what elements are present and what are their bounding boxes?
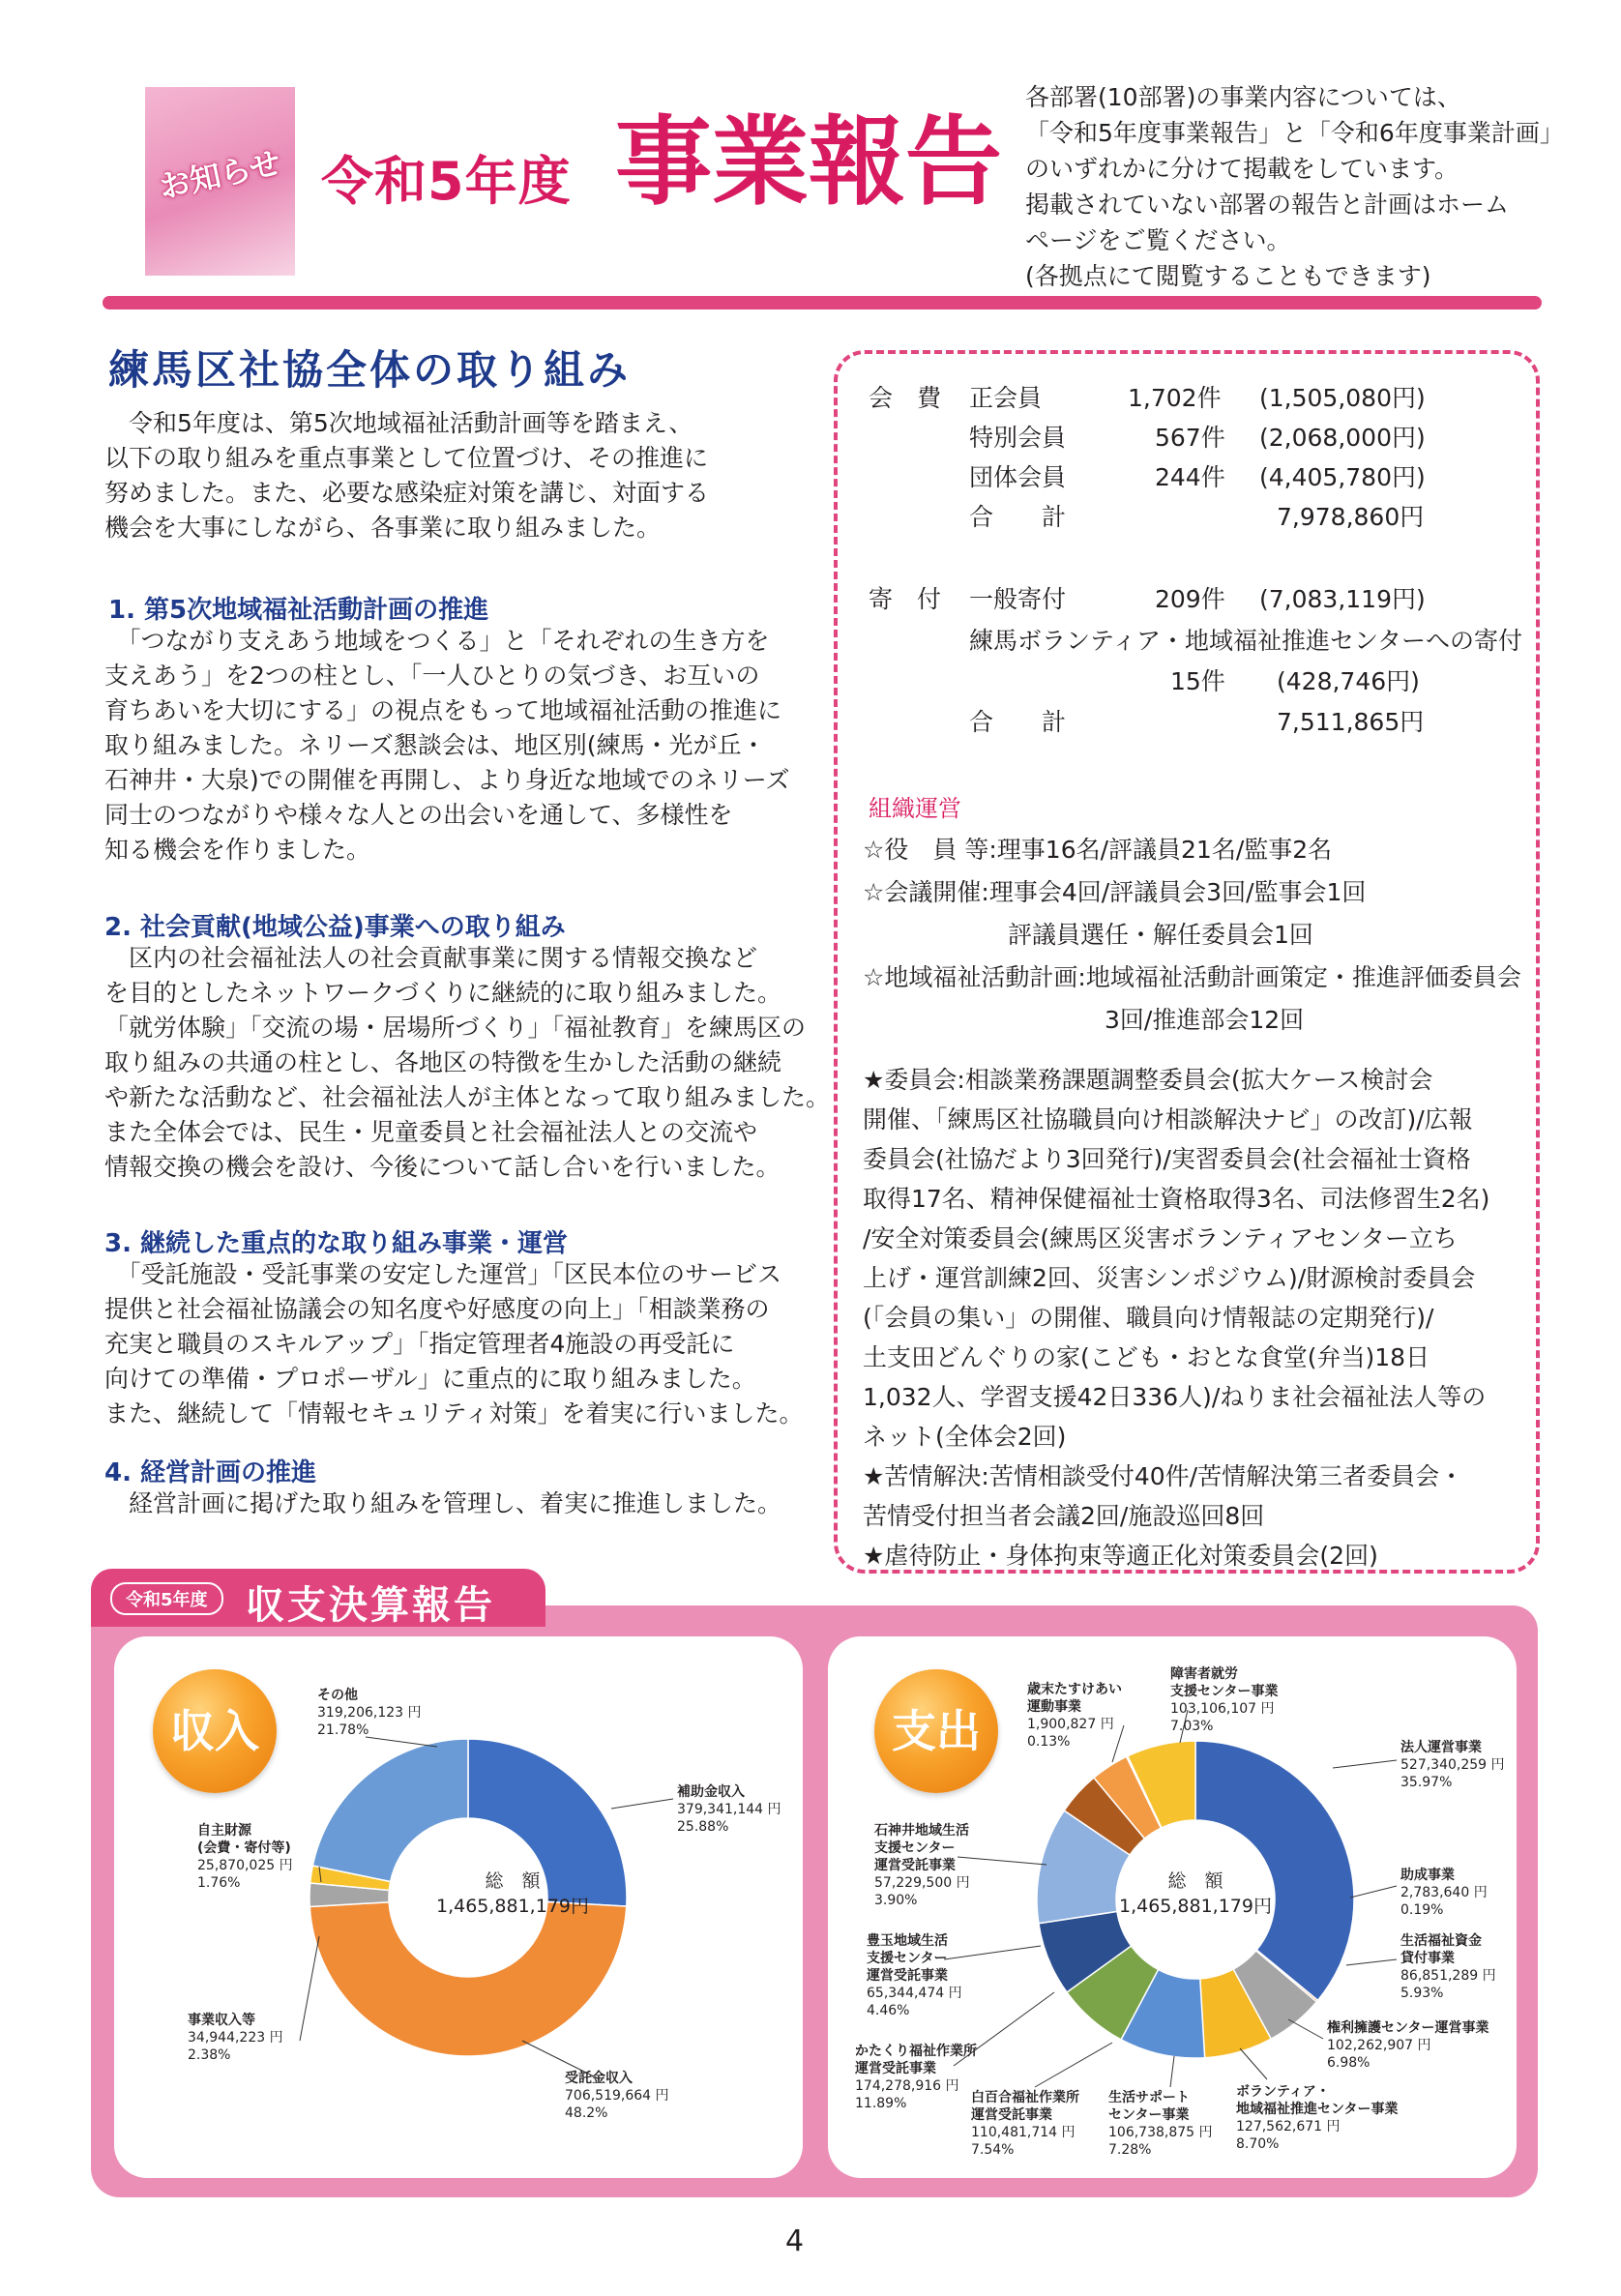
slice-percent: 25.88% <box>677 1819 729 1835</box>
slice-label-jutaku <box>565 2070 669 2122</box>
body-line: 情報交換の機会を設け、今後について話し合いを行いました。 <box>104 1153 781 1181</box>
committee-line: 苦情受付担当者会議2回/施設巡回8回 <box>863 1502 1265 1530</box>
slice-percent: 48.2% <box>565 2105 608 2121</box>
slice-value: 34,944,223 円 <box>188 2030 283 2046</box>
fee-amount: (4,405,780円) <box>1259 463 1426 491</box>
slice-name: 補助金収入 <box>677 1784 745 1800</box>
body-line: 「就労体験」「交流の場・居場所づくり」「福祉教育」を練馬区の <box>104 1014 807 1042</box>
slice-label-jigyo <box>188 2012 283 2064</box>
fees-total: 7,978,860円 <box>1277 503 1425 531</box>
donations-total: 7,511,865円 <box>1277 708 1425 736</box>
body-line: を目的としたネットワークづくりに継続的に取り組みました。 <box>104 979 782 1007</box>
slice-percent: 2.38% <box>188 2047 231 2063</box>
slice-label-sonota <box>317 1687 422 1739</box>
fees-total-label: 合 計 <box>969 503 1067 531</box>
org-line: 3回/推進部会12回 <box>863 1006 1305 1034</box>
committee-line: ネット(全体会2回) <box>863 1423 1067 1451</box>
fee-count: 1,702件 <box>1128 384 1222 412</box>
page-title: 事業報告 <box>615 105 1002 219</box>
expense-orb: 支出 <box>874 1669 998 1793</box>
committee-line: ★委員会:相談業務課題調整委員会(拡大ケース検討会 <box>863 1066 1433 1094</box>
slice-name: 受託金収入 <box>565 2071 633 2086</box>
body-line: 取り組みの共通の柱とし、各地区の特徴を生かした活動の継続 <box>104 1048 782 1076</box>
slice-percent: 21.78% <box>317 1722 369 1738</box>
subsection-title-1: 1. 第5次地域福祉活動計画の推進 <box>108 596 489 625</box>
committee-line: ★苦情解決:苦情相談受付40件/苦情解決第三者委員会・ <box>863 1462 1464 1490</box>
slice-label-volunteer: ボランティア・ 地域福祉推進センター事業 127,562,671 円 8.70% <box>1236 2084 1399 2152</box>
leader-line <box>1170 2056 1174 2087</box>
slice-value: 319,206,123 円 <box>317 1705 422 1721</box>
donut-slice <box>312 1739 468 1882</box>
fee-count: 244件 <box>1155 463 1225 491</box>
slice-value: 65,344,474 円 <box>867 1986 962 2001</box>
committee-line: ★虐待防止・身体拘束等適正化対策委員会(2回) <box>863 1542 1378 1570</box>
leader-line <box>1333 1760 1397 1768</box>
slice-label-jishu <box>197 1822 293 1892</box>
slice-percent: 11.89% <box>855 2096 907 2111</box>
body-line: 充実と職員のスキルアップ」「指定管理者4施設の再受託に <box>104 1330 735 1358</box>
slice-label-shakujii: 石神井地域生活 支援センター 運営受託事業 57,229,500 円 3.90% <box>874 1823 970 1908</box>
committee-line: /安全対策委員会(練馬区災害ボランティアセンター立ち <box>863 1224 1458 1252</box>
body-line: 向けての準備・プロポーザル」に重点的に取り組みました。 <box>104 1365 756 1393</box>
donation-center-name: 練馬ボランティア・地域福祉推進センターへの寄付 <box>969 627 1523 655</box>
lead-line: 機会を大事にしながら、各事業に取り組みました。 <box>104 514 662 542</box>
donation-center-count: 15件 <box>1170 667 1225 695</box>
slice-name: 事業収入等 <box>188 2013 255 2028</box>
slice-label-josei <box>1400 1867 1488 1919</box>
finance-title: 収支決算報告 <box>246 1583 495 1628</box>
slice-name: 助成事業 <box>1400 1868 1455 1883</box>
donation-count: 209件 <box>1155 585 1225 613</box>
slice-value: 706,519,664 円 <box>565 2088 669 2104</box>
committee-line: 土支田どんぐりの家(こども・おとな食堂(弁当)18日 <box>863 1343 1430 1371</box>
slice-value: 102,262,907 円 <box>1327 2038 1431 2053</box>
subsection-title-2: 2. 社会貢献(地域公益)事業への取り組み <box>104 913 566 942</box>
body-line: 経営計画に掲げた取り組みを管理し、着実に推進しました。 <box>104 1489 782 1517</box>
finance-year-pill: 令和5年度 <box>110 1582 223 1615</box>
slice-percent: 35.97% <box>1400 1775 1453 1790</box>
slice-percent: 1.76% <box>197 1875 241 1891</box>
intro-line: (各拠点にて閲覧することもできます) <box>1025 262 1431 290</box>
lead-line: 努めました。また、必要な感染症対策を講じ、対面する <box>104 479 710 507</box>
slice-percent: 7.28% <box>1108 2142 1152 2158</box>
leader-line <box>1346 1959 1397 1965</box>
slice-name: 権利擁護センター運営事業 <box>1327 2020 1489 2036</box>
slice-value: 25,870,025 円 <box>197 1858 293 1873</box>
donation-name: 一般寄付 <box>969 585 1067 613</box>
slice-value: 106,738,875 円 <box>1108 2125 1213 2140</box>
donut-slice <box>309 1902 626 2056</box>
fee-amount: (1,505,080円) <box>1259 384 1426 412</box>
income-orb: 収入 <box>153 1669 277 1793</box>
slice-name: 法人運営事業 <box>1400 1740 1482 1755</box>
leader-line <box>958 1857 1046 1865</box>
body-line: 区内の社会福祉法人の社会貢献事業に関する情報交換など <box>104 944 758 972</box>
fees-label: 会 費 <box>869 384 942 412</box>
body-line: 支えあう」を2つの柱とし、「一人ひとりの気づき、お互いの <box>104 662 760 690</box>
slice-value: 127,562,671 円 <box>1236 2119 1341 2134</box>
lead-line: 令和5年度は、第5次地域福祉活動計画等を踏まえ、 <box>104 409 693 437</box>
fee-name: 正会員 <box>969 384 1043 412</box>
body-line: 同士のつながりや様々な人との出会いを通して、多様性を <box>104 801 733 829</box>
slice-label-hojin <box>1400 1739 1505 1791</box>
org-title: 組織運営 <box>869 795 961 822</box>
donations-label: 寄 付 <box>869 585 942 613</box>
slice-percent: 7.54% <box>971 2142 1015 2158</box>
slice-label-saimatsu: 歳末たすけあい 運動事業 1,900,827 円 0.13% <box>1027 1682 1122 1750</box>
slice-value: 110,481,714 円 <box>971 2125 1076 2140</box>
expense-total-value: 1,465,881,179円 <box>1118 1896 1272 1917</box>
lead-line: 以下の取り組みを重点事業として位置づけ、その推進に <box>104 444 709 472</box>
body-line: 石神井・大泉)での開催を再開し、より身近な地域でのネリーズ <box>104 766 790 794</box>
leader-line <box>300 1936 319 2041</box>
notice-badge-label: お知らせ <box>156 144 284 206</box>
slice-label-shirayuri: 白百合福祉作業所 運営受託事業 110,481,714 円 7.54% <box>971 2090 1079 2158</box>
slice-value: 57,229,500 円 <box>874 1875 970 1891</box>
slice-value: 174,278,916 円 <box>855 2078 959 2094</box>
slice-value: 379,341,144 円 <box>677 1802 781 1817</box>
slice-value: 103,106,107 円 <box>1170 1701 1275 1717</box>
org-line: ☆会議開催:理事会4回/評議員会3回/監事会1回 <box>863 878 1367 906</box>
slice-label-seikatsu-fukushi: 生活福祉資金 貸付事業 86,851,289 円 5.93% <box>1400 1933 1496 2001</box>
slice-percent: 3.90% <box>874 1893 918 1908</box>
slice-value: 2,783,640 円 <box>1400 1885 1488 1900</box>
body-line: また、継続して「情報セキュリティ対策」を着実に行いました。 <box>104 1399 804 1428</box>
section-heading: 練馬区社協全体の取り組み <box>108 346 632 394</box>
page-number: 4 <box>785 2224 805 2258</box>
org-line: ☆地域福祉活動計画:地域福祉活動計画策定・推進評価委員会 <box>863 963 1521 991</box>
fee-amount: (2,068,000円) <box>1259 424 1426 452</box>
body-line: や新たな活動など、社会福祉法人が主体となって取り組みました。 <box>104 1083 831 1111</box>
slice-name: その他 <box>317 1688 358 1703</box>
committee-line: 上げ・運営訓練2回、災害シンポジウム)/財源検討委員会 <box>863 1264 1476 1292</box>
leader-line <box>1288 2019 1323 2039</box>
fee-count: 567件 <box>1155 424 1225 452</box>
intro-line: ページをご覧ください。 <box>1025 226 1291 254</box>
slice-label-kenri <box>1327 2019 1488 2072</box>
slice-sub: (会費・寄付等) <box>197 1840 291 1856</box>
intro-line: 掲載されていない部署の報告と計画はホーム <box>1025 191 1510 219</box>
slice-percent: 8.70% <box>1236 2136 1280 2152</box>
expense-total-label: 総 額 <box>1167 1870 1223 1892</box>
slice-name: 自主財源 <box>197 1823 251 1839</box>
income-total-value: 1,465,881,179円 <box>435 1896 589 1917</box>
slice-percent: 6.98% <box>1327 2055 1370 2071</box>
leader-line <box>611 1799 673 1809</box>
slice-label-hojokin <box>677 1783 781 1836</box>
committee-line: 取得17名、精神保健福祉士資格取得3名、司法修習生2名) <box>863 1185 1490 1213</box>
donation-center-amount: (428,746円) <box>1277 667 1420 695</box>
slice-percent: 0.19% <box>1400 1902 1444 1918</box>
title-year: 令和5年度 <box>321 151 572 212</box>
committee-line: 委員会(社協だより3回発行)/実習委員会(社会福祉士資格 <box>863 1145 1471 1173</box>
donations-total-label: 合 計 <box>969 708 1067 736</box>
slice-label-katakuri: かたくり福祉作業所 運営受託事業 174,278,916 円 11.89% <box>855 2044 977 2111</box>
slice-percent: 5.93% <box>1400 1986 1444 2001</box>
leader-line <box>1240 2048 1267 2079</box>
donation-amount: (7,083,119円) <box>1259 585 1426 613</box>
subsection-title-4: 4. 経営計画の推進 <box>104 1458 317 1487</box>
slice-label-seikatsu-support: 生活サポート センター事業 106,738,875 円 7.28% <box>1108 2090 1213 2158</box>
body-line: また全体会では、民生・児童委員と社会福祉法人との交流や <box>104 1118 758 1146</box>
body-line: 提供と社会福祉協議会の知名度や好感度の向上」「相談業務の <box>104 1295 770 1323</box>
committee-line: 開催、「練馬区社協職員向け相談解決ナビ」の改訂)/広報 <box>863 1105 1473 1133</box>
intro-line: 「令和5年度事業報告」と「令和6年度事業計画」 <box>1025 119 1564 147</box>
slice-label-shogaisha: 障害者就労 支援センター事業 103,106,107 円 7.03% <box>1170 1666 1279 1734</box>
slice-value: 86,851,289 円 <box>1400 1968 1496 1984</box>
fee-name: 特別会員 <box>969 424 1067 452</box>
income-total-label: 総 額 <box>485 1870 541 1892</box>
body-line: 「受託施設・受託事業の安定した運営」「区民本位のサービス <box>104 1260 782 1288</box>
committee-line: (「会員の集い」の開催、職員向け情報誌の定期発行)/ <box>863 1304 1434 1332</box>
slice-value: 527,340,259 円 <box>1400 1757 1505 1773</box>
income-total <box>397 1869 629 1919</box>
slice-percent: 4.46% <box>867 2003 910 2018</box>
leader-line <box>1350 1886 1397 1898</box>
org-line: ☆役 員 等:理事16名/評議員21名/監事2名 <box>863 836 1333 864</box>
expense-total <box>1079 1869 1312 1919</box>
slice-percent: 0.13% <box>1027 1734 1071 1750</box>
slice-label-toyotama: 豊玉地域生活 支援センター 運営受託事業 65,344,474 円 4.46% <box>867 1933 962 2018</box>
committee-line: 1,032人、学習支援42日336人)/ねりま社会福祉法人等の <box>863 1383 1487 1411</box>
body-line: 取り組みました。ネリーズ懇談会は、地区別(練馬・光が丘・ <box>104 731 766 759</box>
org-line: 評議員選任・解任委員会1回 <box>863 921 1313 949</box>
body-line: 「つながり支えあう地域をつくる」と「それぞれの生き方を <box>104 627 770 655</box>
slice-percent: 7.03% <box>1170 1719 1214 1734</box>
intro-line: のいずれかに分けて掲載をしています。 <box>1025 155 1459 183</box>
body-line: 知る機会を作りました。 <box>104 836 371 864</box>
body-line: 育ちあいを大切にする」の視点をもって地域福祉活動の推進に <box>104 696 782 724</box>
leader-line <box>1035 2043 1112 2087</box>
slice-value: 1,900,827 円 <box>1027 1717 1114 1732</box>
subsection-title-3: 3. 継続した重点的な取り組み事業・運営 <box>104 1229 569 1258</box>
fee-name: 団体会員 <box>969 463 1067 491</box>
intro-line: 各部署(10部署)の事業内容については、 <box>1025 83 1461 111</box>
